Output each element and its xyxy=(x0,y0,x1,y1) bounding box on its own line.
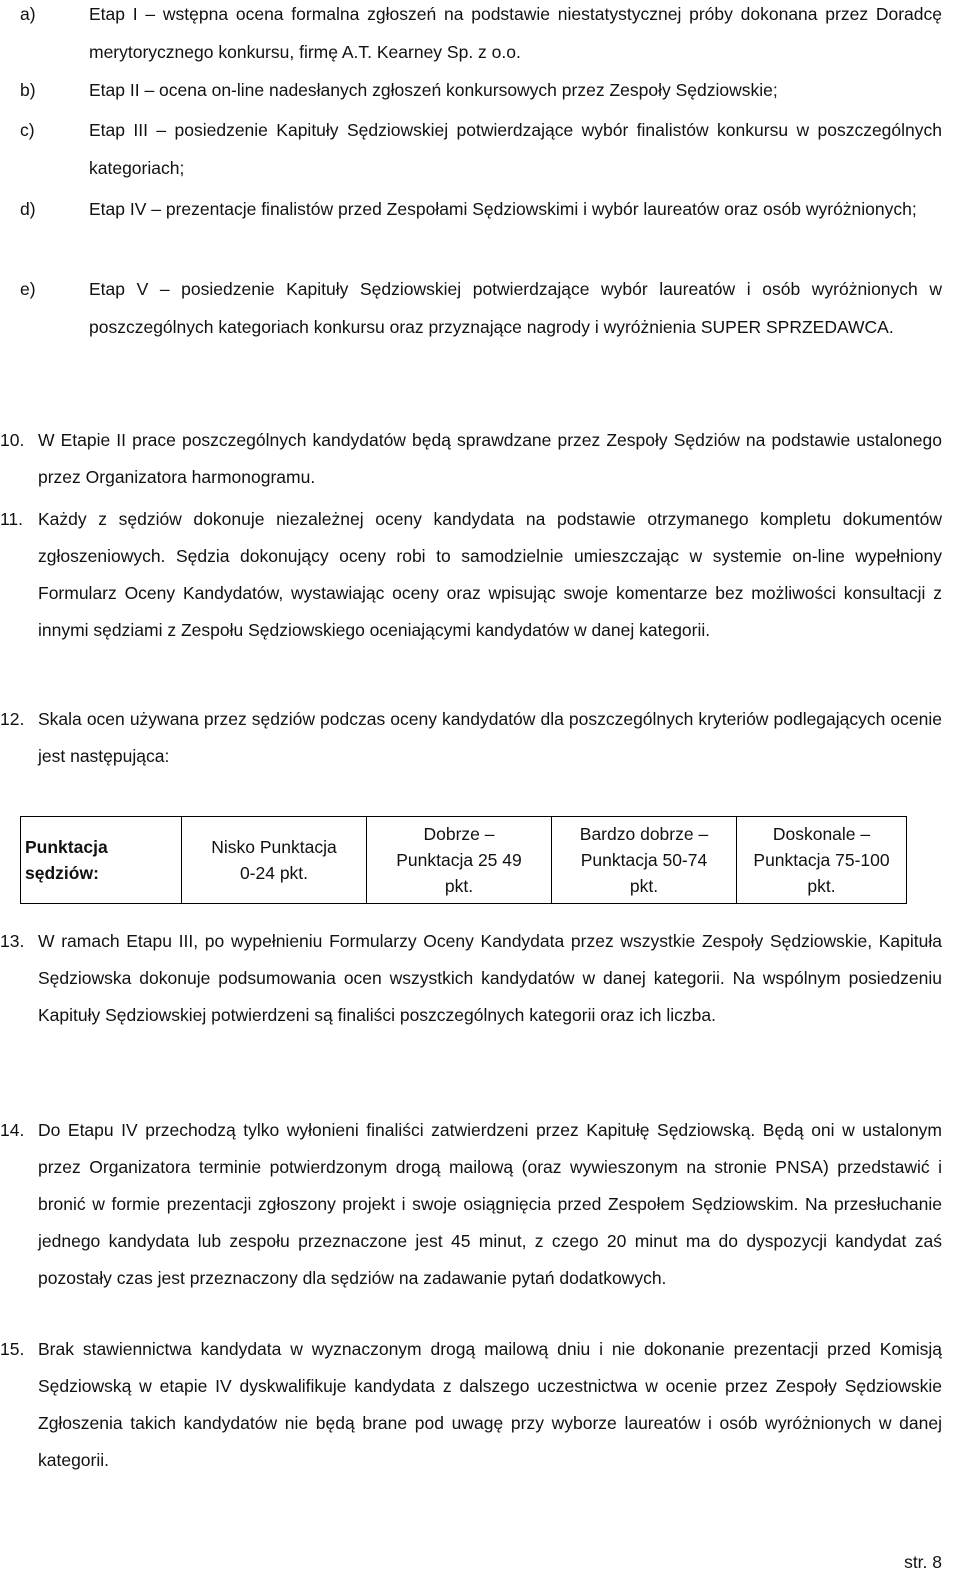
stage-text: Etap IV – prezentacje finalistów przed Zespołami Sędziowskimi i wybór laureatów oraz osób wyróżnionych; xyxy=(89,199,917,219)
paragraph-14 xyxy=(0,1112,942,1297)
paragraph-number: 13. xyxy=(0,931,25,951)
table-row xyxy=(21,817,907,904)
paragraph-text: Każdy z sędziów dokonuje niezależnej oceny kandydata na podstawie otrzymanego kompletu dokumentów zgłoszeniowych. Sędzia dokonujący oceny robi to samodzielnie umieszczając w systemie on-line wypełniony Formularz Oceny Kandydatów, wystawiając oceny oraz wpisując swoje komentarze bez możliwości konsultacji z innymi sędziami z Zespołu Sędziowskiego oceniającymi kandydatów w danej kategorii. xyxy=(38,509,942,640)
paragraph-text: W ramach Etapu III, po wypełnieniu Formularzy Oceny Kandydata przez wszystkie Zespoły Sędziowskie, Kapituła Sędziowska dokonuje podsumowania ocen wszystkich kandydatów w danej kategorii. Na wspólnym posiedzeniu Kapituły Sędziowskiej potwierdzeni są finaliści poszczególnych kategorii oraz ich liczba. xyxy=(38,931,942,1025)
stage-label: b) xyxy=(20,80,36,100)
stage-text: Etap I – wstępna ocena formalna zgłoszeń na podstawie niestatystycznej próby dokonana przez Doradcę merytorycznego konkursu, firmę A.T. Kearney Sp. z o.o. xyxy=(89,4,942,62)
stage-item-d xyxy=(20,190,942,228)
stage-label: a) xyxy=(20,4,36,24)
stage-item-c xyxy=(20,111,942,187)
score-cell-low: Nisko Punktacja 0-24 pkt. xyxy=(182,817,367,904)
paragraph-text: Brak stawiennictwa kandydata w wyznaczonym drogą mailową dniu i nie dokonanie prezentacji przed Komisją Sędziowską w etapie IV dyskwalifikuje kandydata z dalszego uczestnictwa w ocenie przez Zespoły Sędziowskie Zgłoszenia takich kandydatów nie będą brane pod uwagę przy wyborze laureatów i osób wyróżnionych w danej kategorii. xyxy=(38,1339,942,1470)
paragraph-11 xyxy=(0,501,942,649)
stage-label: d) xyxy=(20,199,36,219)
paragraph-number: 14. xyxy=(0,1120,25,1140)
score-cell-good: Dobrze – Punktacja 25 49 pkt. xyxy=(367,817,552,904)
paragraph-number: 12. xyxy=(0,709,25,729)
stage-label: e) xyxy=(20,279,36,299)
stage-item-b xyxy=(20,71,942,109)
page-number: str. 8 xyxy=(904,1552,942,1572)
paragraph-text: W Etapie II prace poszczególnych kandydatów będą sprawdzane przez Zespoły Sędziów na podstawie ustalonego przez Organizatora harmonogramu. xyxy=(38,430,942,487)
paragraph-13 xyxy=(0,923,942,1034)
score-cell-very-good: Bardzo dobrze – Punktacja 50-74 pkt. xyxy=(552,817,737,904)
paragraph-12 xyxy=(0,701,942,775)
score-scale-table xyxy=(20,816,907,904)
stage-item-e xyxy=(20,270,942,346)
paragraph-text: Do Etapu IV przechodzą tylko wyłonieni finaliści zatwierdzeni przez Kapitułę Sędziowską. Będą oni w ustalonym przez Organizatora terminie potwierdzonym drogą mailową (oraz wywieszonym na stronie PNSA) przedstawić i bronić w formie prezentacji zgłoszony projekt i swoje osiągnięcia przed Zespołem Sędziowskim. Na przesłuchanie jednego kandydata lub zespołu przeznaczone jest 45 minut, z czego 20 minut ma do dyspozycji kandydat zaś pozostały czas jest przeznaczony dla sędziów na zadawanie pytań dodatkowych. xyxy=(38,1120,942,1288)
stage-label: c) xyxy=(20,120,35,140)
stage-text: Etap V – posiedzenie Kapituły Sędziowskiej potwierdzające wybór laureatów i osób wyróżnionych w poszczególnych kategoriach konkursu oraz przyznające nagrody i wyróżnienia SUPER SPRZEDAWCA. xyxy=(89,279,942,337)
score-cell-excellent: Doskonale – Punktacja 75-100 pkt. xyxy=(737,817,907,904)
paragraph-number: 10. xyxy=(0,430,25,450)
paragraph-number: 15. xyxy=(0,1339,25,1359)
stage-text: Etap III – posiedzenie Kapituły Sędziowskiej potwierdzające wybór finalistów konkursu w poszczególnych kategoriach; xyxy=(89,120,942,178)
paragraph-number: 11. xyxy=(0,509,24,529)
stage-item-a xyxy=(20,0,942,71)
stage-text: Etap II – ocena on-line nadesłanych zgłoszeń konkursowych przez Zespoły Sędziowskie; xyxy=(89,80,778,100)
paragraph-10 xyxy=(0,422,942,496)
table-header-cell: Punktacja sędziów: xyxy=(21,817,182,904)
paragraph-15 xyxy=(0,1331,942,1479)
paragraph-text: Skala ocen używana przez sędziów podczas oceny kandydatów dla poszczególnych kryteriów podlegających ocenie jest następująca: xyxy=(38,709,942,766)
